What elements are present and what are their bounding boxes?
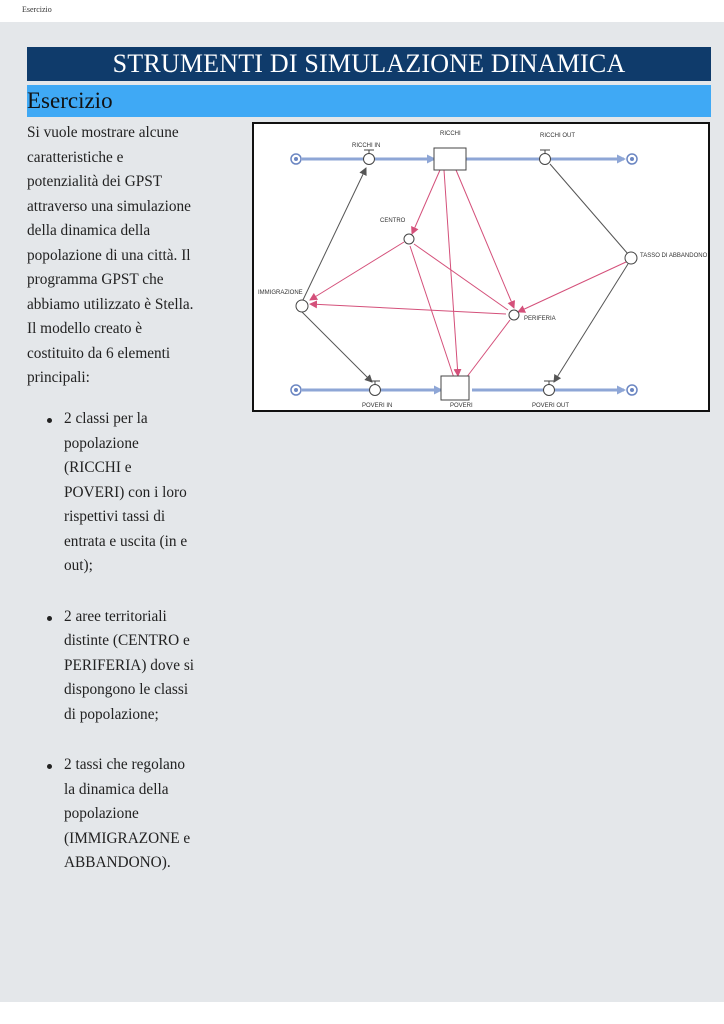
bullet-line: ABBANDONO). — [64, 854, 171, 871]
converter-tasso-abbandono — [625, 252, 637, 264]
label-periferia: PERIFERIA — [524, 316, 556, 322]
converter-immigrazione — [296, 300, 308, 312]
valve-poveri-out — [544, 381, 555, 396]
cloud-icon — [291, 385, 301, 395]
bullet-line: 2 classi per la — [64, 410, 148, 427]
bullet-line: out); — [64, 557, 93, 574]
diagram-canvas — [254, 124, 708, 410]
intro-line: della dinamica della — [27, 222, 151, 239]
label-immigrazione: IMMIGRAZIONE — [258, 290, 303, 296]
intro-line: popolazione di una città. Il — [27, 246, 191, 264]
intro-line: caratteristiche e — [27, 148, 124, 166]
cloud-icon — [627, 385, 637, 395]
label-tasso-abbandono: TASSO DI ABBANDONO — [640, 253, 708, 259]
section-title — [27, 85, 711, 117]
bullet-line: popolazione — [64, 434, 139, 452]
converter-centro — [404, 234, 414, 244]
section-title-text: Esercizio — [27, 88, 113, 113]
label-poveri: POVERI — [450, 403, 473, 409]
bullet-line: dispongono le classi — [64, 681, 189, 698]
bullet-icon — [47, 764, 52, 769]
bullet-icon — [47, 616, 52, 621]
bullet-line: (IMMIGRAZONE e — [64, 829, 191, 847]
list-item — [27, 753, 217, 876]
label-ricchi: RICCHI — [440, 131, 461, 137]
bullet-icon — [47, 418, 52, 423]
intro-line: costituito da 6 elementi — [27, 344, 171, 362]
label-centro: CENTRO — [380, 218, 406, 224]
stock-poveri — [441, 376, 469, 400]
connector-ricchi-centro — [412, 170, 440, 234]
bullet-line: la dinamica della — [64, 780, 169, 798]
connector-poveri-periferia — [466, 320, 510, 378]
intro-line: Il modello creato è — [27, 320, 143, 337]
intro-line: programma GPST che — [27, 271, 164, 288]
connector-poveri-centro — [410, 246, 454, 378]
bullet-line: rispettivi tassi di — [64, 508, 166, 525]
bullet-list — [27, 407, 217, 902]
page — [0, 22, 724, 1002]
connector-tasso-poveri-out — [554, 264, 628, 382]
bullet-line: entrata e uscita (in e — [64, 532, 188, 550]
bullet-line: 2 tassi che regolano — [64, 756, 186, 773]
intro-paragraph — [27, 121, 207, 391]
label-ricchi-in: RICCHI IN — [352, 143, 381, 149]
bullet-line: PERIFERIA) dove si — [64, 656, 195, 674]
bullet-line: (RICCHI e — [64, 459, 132, 476]
connector-tasso-periferia — [518, 262, 626, 312]
bullet-line: popolazione — [64, 805, 139, 822]
list-item — [27, 605, 217, 728]
page-title: STRUMENTI DI SIMULAZIONE DINAMICA — [27, 47, 711, 81]
list-item — [27, 407, 217, 579]
connector-centro-immigrazione — [310, 242, 404, 300]
bullet-line: di popolazione; — [64, 705, 159, 723]
connector-immigrazione-ricchi-in — [302, 168, 366, 302]
converter-periferia — [509, 310, 519, 320]
label-poveri-out: POVERI OUT — [532, 403, 570, 409]
stella-model-diagram — [252, 122, 710, 412]
label-ricchi-out: RICCHI OUT — [540, 133, 575, 139]
intro-line: Si vuole mostrare alcune — [27, 124, 179, 141]
stock-ricchi — [434, 148, 466, 170]
label-poveri-in: POVERI IN — [362, 403, 393, 409]
connector-ricchi-periferia — [456, 170, 514, 308]
intro-line: attraverso una simulazione — [27, 197, 191, 215]
intro-line: principali: — [27, 369, 90, 386]
bullet-line: POVERI) con i loro — [64, 483, 187, 501]
bullet-line: distinte (CENTRO e — [64, 632, 190, 649]
connector-ricchi-out-tasso — [550, 164, 628, 254]
connector-periferia-immigrazione — [310, 304, 506, 314]
tab-label[interactable]: Esercizio — [22, 5, 52, 14]
valve-ricchi-out — [540, 150, 551, 165]
intro-line: abbiamo utilizzato è Stella. — [27, 295, 194, 313]
connector-immigrazione-poveri-in — [302, 312, 372, 382]
cloud-icon — [291, 154, 301, 164]
cloud-icon — [627, 154, 637, 164]
valve-poveri-in — [370, 381, 381, 396]
intro-line: potenzialità dei GPST — [27, 173, 163, 190]
bullet-line: 2 aree territoriali — [64, 607, 167, 625]
valve-ricchi-in — [364, 150, 375, 165]
